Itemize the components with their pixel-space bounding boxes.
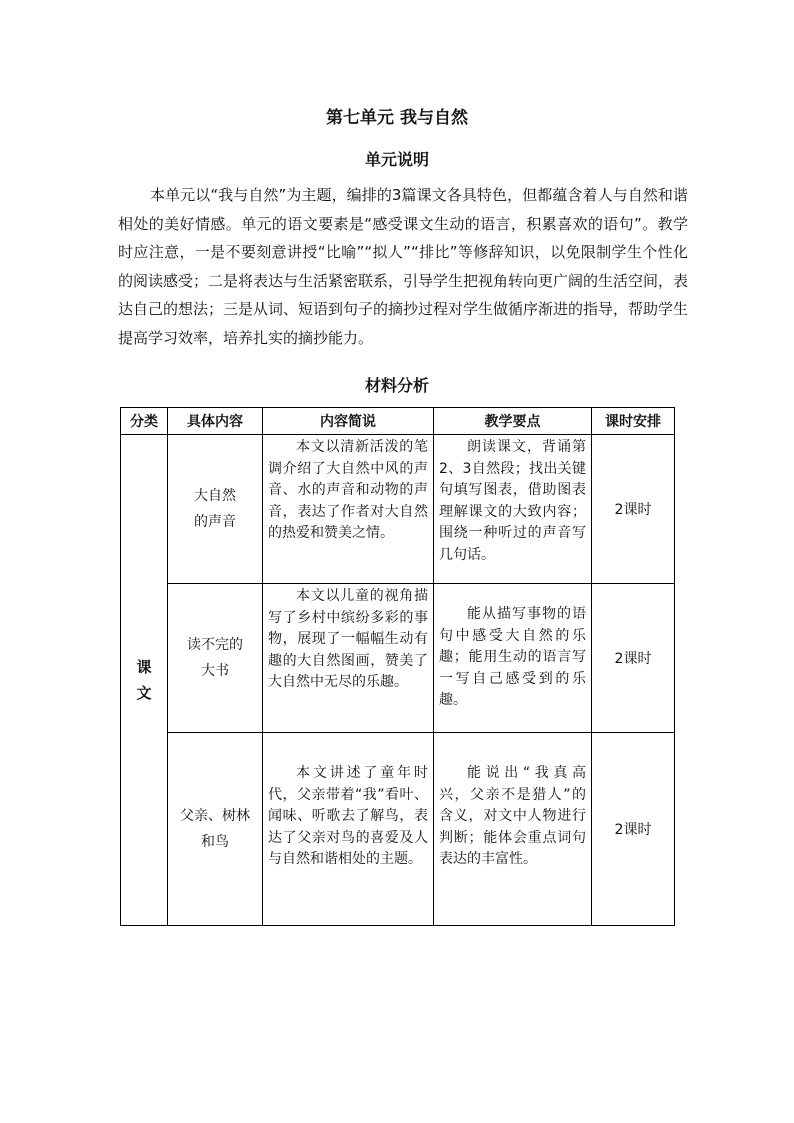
hours-cell: 2课时 (592, 584, 675, 733)
header-content: 具体内容 (168, 408, 263, 435)
summary-text: 本文讲述了童年时代，父亲带着“我”看叶、闻味、听歌去了解鸟，表达了父亲对鸟的喜爱及人与自然和谐相处的主题。 (268, 765, 428, 867)
header-summary: 内容简说 (263, 408, 434, 435)
summary-text: 本文以清新活泼的笔调介绍了大自然中风的声音、水的声音和动物的声音，表达了作者对大自然的热爱和赞美之情。 (268, 439, 428, 541)
lesson-title-cell (168, 733, 263, 926)
category-char-2: 文 (136, 684, 152, 702)
material-analysis-heading: 材料分析 (364, 376, 429, 395)
points-text: 朗读课文，背诵第2、3自然段；找出关键句填写图表，借助图表理解课文的大致内容；围绕一种听过的声音写几句话。 (439, 439, 586, 563)
category-char-1: 课 (136, 658, 152, 676)
summary-cell (263, 733, 434, 926)
lesson-title-cell (168, 584, 263, 733)
summary-cell (263, 435, 434, 584)
unit-description-heading: 单元说明 (364, 150, 429, 169)
points-cell (434, 435, 592, 584)
lesson-title-line: 大自然 (194, 488, 236, 504)
lesson-title-line: 父亲、树林 (180, 808, 250, 824)
hours-cell: 2课时 (592, 733, 675, 926)
category-cell (121, 435, 168, 926)
hours-cell: 2课时 (592, 435, 675, 584)
points-cell (434, 733, 592, 926)
table-row (121, 435, 675, 584)
table-row (121, 584, 675, 733)
lesson-title-line: 和鸟 (201, 834, 229, 850)
material-analysis-table (120, 407, 675, 926)
unit-title: 第七单元 我与自然 (326, 108, 468, 128)
summary-cell (263, 584, 434, 733)
summary-text: 本文以儿童的视角描写了乡村中缤纷多彩的事物，展现了一幅幅生动有趣的大自然图画，赞美了大自然中无尽的乐趣。 (268, 588, 428, 690)
lesson-title-line: 的声音 (194, 514, 236, 530)
points-text: 能从描写事物的语句中感受大自然的乐趣；能用生动的语言写一写自己感受到的乐趣。 (439, 606, 586, 709)
header-hours: 课时安排 (592, 408, 675, 435)
points-cell (434, 584, 592, 733)
header-category: 分类 (121, 408, 168, 435)
table-row (121, 733, 675, 926)
lesson-title-line: 大书 (201, 663, 229, 679)
table-header-row (121, 408, 675, 435)
lesson-title-line: 读不完的 (187, 637, 243, 653)
unit-description-text: 本单元以“我与自然”为主题，编排的3篇课文各具特色，但都蕴含着人与自然和谐相处的美好情感。单元的语文要素是“感受课文生动的语言，积累喜欢的语句”。教学时应注意，一是不要刻意讲授“比喻”“拟人”“排比”等修辞知识，以免限制学生个性化的阅读感受；二是将表达与生活紧密联系，引导学生把视角转向更广阔的生活空间，表达自己的想法；三是从词、短语到句子的摘抄过程对学生做循序渐进的指导，帮助学生提高学习效率，培养扎实的摘抄能力。 (118, 186, 689, 347)
header-teaching-points: 教学要点 (434, 408, 592, 435)
lesson-title-cell (168, 435, 263, 584)
points-text: 能说出“我真高兴，父亲不是猎人”的含义，对文中人物进行判断；能体会重点词句表达的丰富性。 (439, 765, 586, 867)
